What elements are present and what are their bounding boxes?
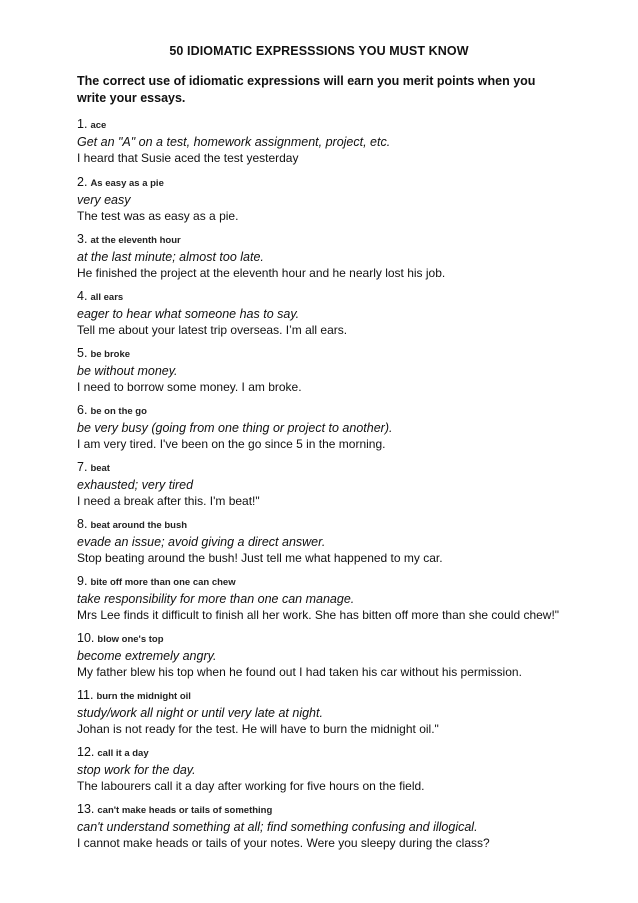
idiom-example: The test was as easy as a pie. [77,209,239,223]
idiom-entry [77,630,617,680]
idiom-number: 8. [77,517,88,531]
idiom-term: all ears [90,292,124,303]
idiom-number: 9. [77,574,88,588]
idiom-example: I cannot make heads or tails of your notes. Were you sleepy during the class? [77,836,490,850]
idiom-entry [77,116,617,166]
idiom-entry [77,744,617,794]
idiom-entry [77,174,617,224]
idiom-term: beat around the bush [90,520,188,531]
idiom-entry [77,459,617,509]
idiom-meaning: be without money. [77,364,178,378]
idiom-example: Johan is not ready for the test. He will have to burn the midnight oil." [77,722,439,736]
idiom-term: be on the go [90,406,147,417]
idiom-number: 6. [77,403,88,417]
idiom-meaning: be very busy (going from one thing or project to another). [77,421,393,435]
idiom-term: burn the midnight oil [96,691,191,702]
idiom-entry [77,516,617,566]
idiom-term: be broke [90,349,131,360]
idiom-meaning: can't understand something at all; find something confusing and illogical. [77,820,478,834]
idiom-number: 1. [77,117,88,131]
idiom-entry [77,801,617,851]
idiom-example: I am very tired. I've been on the go since 5 in the morning. [77,437,386,451]
idiom-entry [77,687,617,737]
idiom-example: I heard that Susie aced the test yesterday [77,151,299,165]
idiom-example: Mrs Lee finds it difficult to finish all her work. She has bitten off more than she could chew!" [77,608,560,622]
idiom-meaning: eager to hear what someone has to say. [77,307,300,321]
intro-text: The correct use of idiomatic expressions will earn you merit points when you write your essays. [77,74,536,105]
idiom-example: Stop beating around the bush! Just tell me what happened to my car. [77,551,443,565]
idiom-entry [77,345,617,395]
idiom-number: 5. [77,346,88,360]
idiom-example: I need to borrow some money. I am broke. [77,380,302,394]
idiom-term: call it a day [97,748,149,759]
idiom-term: As easy as a pie [90,178,164,189]
idiom-example: I need a break after this. I'm beat!" [77,494,260,508]
idiom-number: 7. [77,460,88,474]
idiom-meaning: Get an "A" on a test, homework assignment, project, etc. [77,135,391,149]
page-title: 50 IDIOMATIC EXPRESSSIONS YOU MUST KNOW [169,44,469,58]
idiom-entry [77,288,617,338]
idiom-meaning: take responsibility for more than one can manage. [77,592,355,606]
idiom-term: can't make heads or tails of something [97,805,273,816]
idiom-number: 2. [77,175,88,189]
idiom-term: ace [90,120,107,131]
idiom-meaning: become extremely angry. [77,649,217,663]
idiom-term: bite off more than one can chew [90,577,236,588]
idiom-number: 12. [77,745,95,759]
idiom-entry [77,573,617,623]
idiom-example: My father blew his top when he found out I had taken his car without his permission. [77,665,522,679]
idiom-meaning: very easy [77,193,131,207]
idiom-term: blow one's top [97,634,164,645]
idiom-entry [77,231,617,281]
idiom-term: at the eleventh hour [90,235,181,246]
idiom-number: 11. [77,688,94,702]
idiom-example: Tell me about your latest trip overseas. I’m all ears. [77,323,348,337]
idiom-meaning: at the last minute; almost too late. [77,250,264,264]
idiom-number: 4. [77,289,88,303]
idiom-number: 3. [77,232,88,246]
idiom-term: beat [90,463,110,474]
idiom-meaning: study/work all night or until very late at night. [77,706,323,720]
idiom-meaning: evade an issue; avoid giving a direct answer. [77,535,326,549]
idiom-number: 13. [77,802,95,816]
idiom-example: The labourers call it a day after working for five hours on the field. [77,779,425,793]
idiom-meaning: exhausted; very tired [77,478,194,492]
idiom-entry [77,402,617,452]
idiom-number: 10. [77,631,95,645]
idiom-meaning: stop work for the day. [77,763,196,777]
idiom-example: He finished the project at the eleventh hour and he nearly lost his job. [77,266,446,280]
